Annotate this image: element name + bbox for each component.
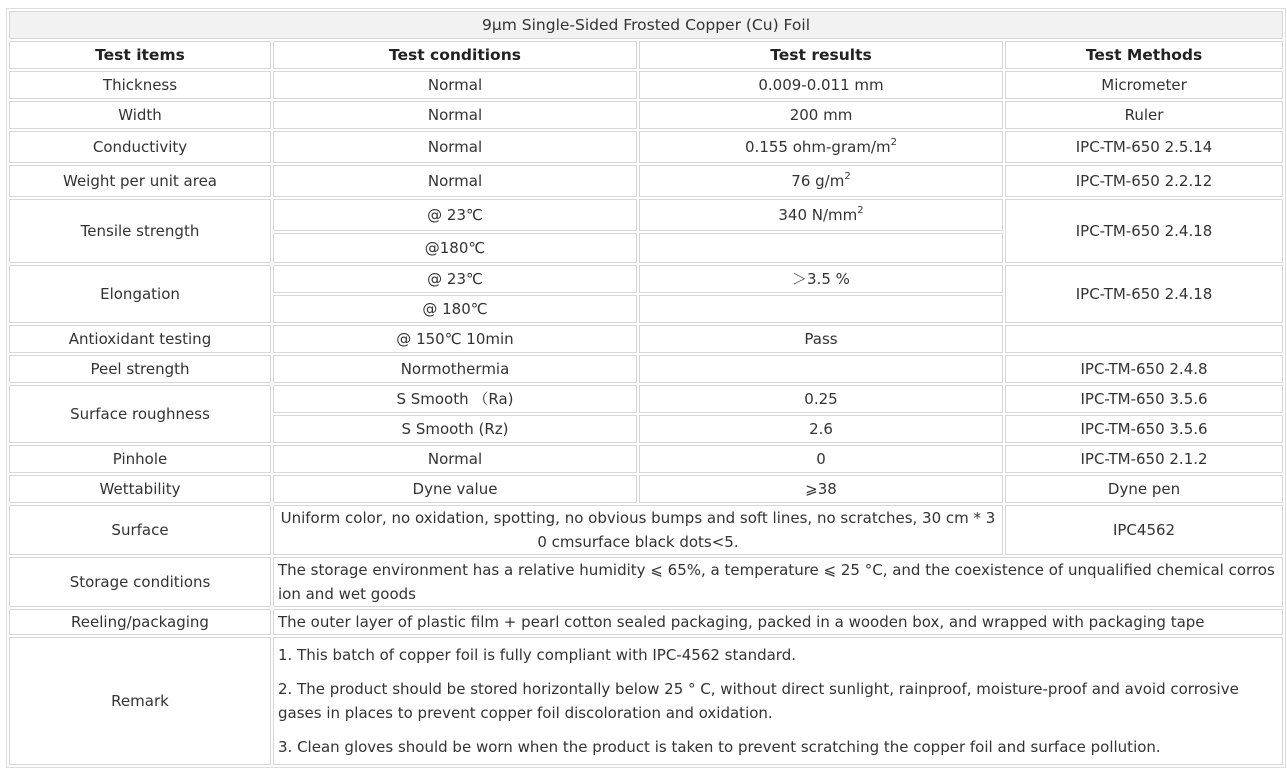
row-condition: Normal [273,131,637,163]
table-row [9,199,1283,231]
row-method: IPC4562 [1005,505,1283,555]
result-superscript: 2 [857,205,864,216]
table-row [9,325,1283,353]
row-condition: @ 23℃ [273,265,637,293]
row-item: Storage conditions [9,557,271,607]
row-condition: S Smooth (Rz) [273,415,637,443]
row-method: Micrometer [1005,71,1283,99]
row-item: Pinhole [9,445,271,473]
row-condition: Dyne value [273,475,637,503]
row-method: IPC-TM-650 2.4.18 [1005,199,1283,263]
row-result [639,199,1003,231]
row-result: 0 [639,445,1003,473]
header-test-methods: Test Methods [1005,41,1283,69]
row-condition: @ 150℃ 10min [273,325,637,353]
row-condition: Normal [273,101,637,129]
header-test-items: Test items [9,41,271,69]
header-test-conditions: Test conditions [273,41,637,69]
row-condition: @180℃ [273,233,637,263]
table-row [9,637,1283,765]
result-superscript: 2 [844,171,851,182]
row-result: ⩾38 [639,475,1003,503]
row-result: Pass [639,325,1003,353]
row-method: IPC-TM-650 2.1.2 [1005,445,1283,473]
copper-foil-spec-table [6,8,1286,768]
remark-notes [273,637,1283,765]
row-item: Width [9,101,271,129]
row-condition: Normothermia [273,355,637,383]
row-condition: Normal [273,165,637,197]
result-value: 76 g/m [791,172,845,190]
row-description: The outer layer of plastic film + pearl cotton sealed packaging, packed in a wooden box, and wrapped with packaging tape [273,609,1283,635]
table-row [9,101,1283,129]
row-condition: Normal [273,445,637,473]
table-row [9,71,1283,99]
row-condition: @ 180℃ [273,295,637,323]
row-result: 0.009-0.011 mm [639,71,1003,99]
table-row [9,609,1283,635]
row-result [639,165,1003,197]
row-item: Wettability [9,475,271,503]
row-description: The storage environment has a relative humidity ⩽ 65%, a temperature ⩽ 25 °C, and the coexistence of unqualified chemical corrosion and wet goods [273,557,1283,607]
table-row [9,475,1283,503]
remark-line: 3. Clean gloves should be worn when the product is taken to prevent scratching the copper foil and surface pollution. [278,738,1161,756]
row-result [639,355,1003,383]
row-result [639,131,1003,163]
row-result [639,295,1003,323]
result-value: 340 N/mm [778,206,858,224]
row-method: IPC-TM-650 2.5.14 [1005,131,1283,163]
row-item: Peel strength [9,355,271,383]
table-row [9,165,1283,197]
row-method: Ruler [1005,101,1283,129]
row-result: 0.25 [639,385,1003,413]
row-item: Thickness [9,71,271,99]
row-item: Elongation [9,265,271,323]
result-superscript: 2 [890,137,897,148]
table-row [9,445,1283,473]
row-method: IPC-TM-650 2.2.12 [1005,165,1283,197]
row-result [639,233,1003,263]
row-item: Surface roughness [9,385,271,443]
row-item: Tensile strength [9,199,271,263]
row-method: IPC-TM-650 2.4.18 [1005,265,1283,323]
row-item: Antioxidant testing [9,325,271,353]
row-item: Weight per unit area [9,165,271,197]
table-row [9,505,1283,555]
row-item: Surface [9,505,271,555]
result-value: 0.155 ohm-gram/m [745,138,891,156]
row-method: IPC-TM-650 3.5.6 [1005,385,1283,413]
table-row [9,355,1283,383]
table-row [9,131,1283,163]
row-description: Uniform color, no oxidation, spotting, no obvious bumps and soft lines, no scratches, 30 cm * 30 cmsurface black dots<5. [273,505,1003,555]
row-result: ＞3.5 % [639,265,1003,293]
remark-line: 1. This batch of copper foil is fully compliant with IPC-4562 standard. [278,646,796,664]
table-row [9,265,1283,293]
row-condition: Normal [273,71,637,99]
table-row [9,385,1283,413]
row-method: IPC-TM-650 3.5.6 [1005,415,1283,443]
row-result: 200 mm [639,101,1003,129]
row-item: Conductivity [9,131,271,163]
table-row [9,557,1283,607]
row-item: Reeling/packaging [9,609,271,635]
header-test-results: Test results [639,41,1003,69]
row-method: Dyne pen [1005,475,1283,503]
table-title: 9μm Single-Sided Frosted Copper (Cu) Foil [9,11,1283,39]
row-item: Remark [9,637,271,765]
row-condition: @ 23℃ [273,199,637,231]
remark-line: 2. The product should be stored horizontally below 25 ° C, without direct sunlight, rainproof, moisture-proof and avoid corrosive gases in places to prevent copper foil discoloration and oxidation. [278,680,1239,722]
row-method: IPC-TM-650 2.4.8 [1005,355,1283,383]
row-result: 2.6 [639,415,1003,443]
row-condition: S Smooth （Ra) [273,385,637,413]
row-method [1005,325,1283,353]
